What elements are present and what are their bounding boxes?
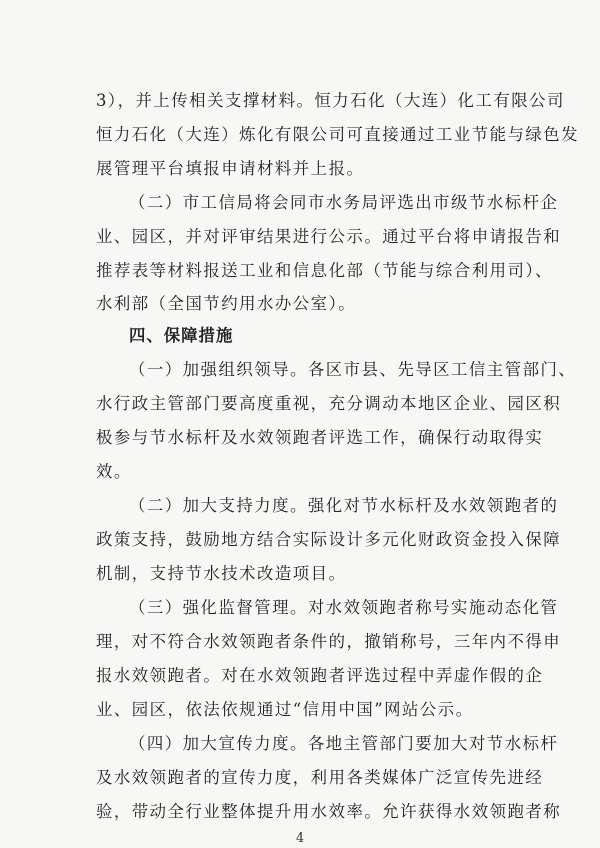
text-line: 理，对不符合水效领跑者条件的，撤销称号，三年内不得申 [96,632,562,651]
text-line: 验，带动全行业整体提升用水效率。允许获得水效领跑者称 [96,802,562,821]
text-line: 业、园区，依法依规通过“信用中国”网站公示。 [96,700,474,719]
text-line: 3），并上传相关支撑材料。恒力石化（大连）化工有限公司 [96,91,565,110]
text-line: （三）强化监督管理。对水效领跑者称号实施动态化管 [129,598,559,617]
text-line: 水行政主管部门要高度重视，充分调动本地区企业、园区积 [96,394,562,413]
text-line: 恒力石化（大连）炼化有限公司可直接通过工业节能与绿色发 [96,125,580,144]
text-line: （一）加强组织领导。各区市县、先导区工信主管部门、 [129,360,577,379]
text-line: 推荐表等材料报送工业和信息化部（节能与综合利用司）、 [96,261,553,280]
text-line: 报水效领跑者。对在水效领跑者评选过程中弄虚作假的企 [96,666,544,685]
section-heading: 四、保障措施 [129,326,234,345]
text-line: 展管理平台填报申请材料并上报。 [96,159,365,178]
text-line: 及水效领跑者的宣传力度，利用各类媒体广泛宣传先进经 [96,768,544,787]
text-line: 效。 [96,462,132,481]
text-line: （四）加大宣传力度。各地主管部门要加大对节水标杆 [129,734,559,753]
text-line: （二）市工信局将会同市水务局评选出市级节水标杆企 [129,193,559,212]
text-line: 极参与节水标杆及水效领跑者评选工作，确保行动取得实 [96,428,544,447]
text-line: 水利部（全国节约用水办公室）。 [96,294,357,313]
text-line: 业、园区，并对评审结果进行公示。通过平台将申请报告和 [96,227,562,246]
page-number: 4 [295,831,305,846]
text-line: 机制，支持节水技术改造项目。 [96,564,347,583]
text-line: （二）加大支持力度。强化对节水标杆及水效领跑者的 [129,496,559,515]
text-line: 政策支持，鼓励地方结合实际设计多元化财政资金投入保障 [96,530,562,549]
